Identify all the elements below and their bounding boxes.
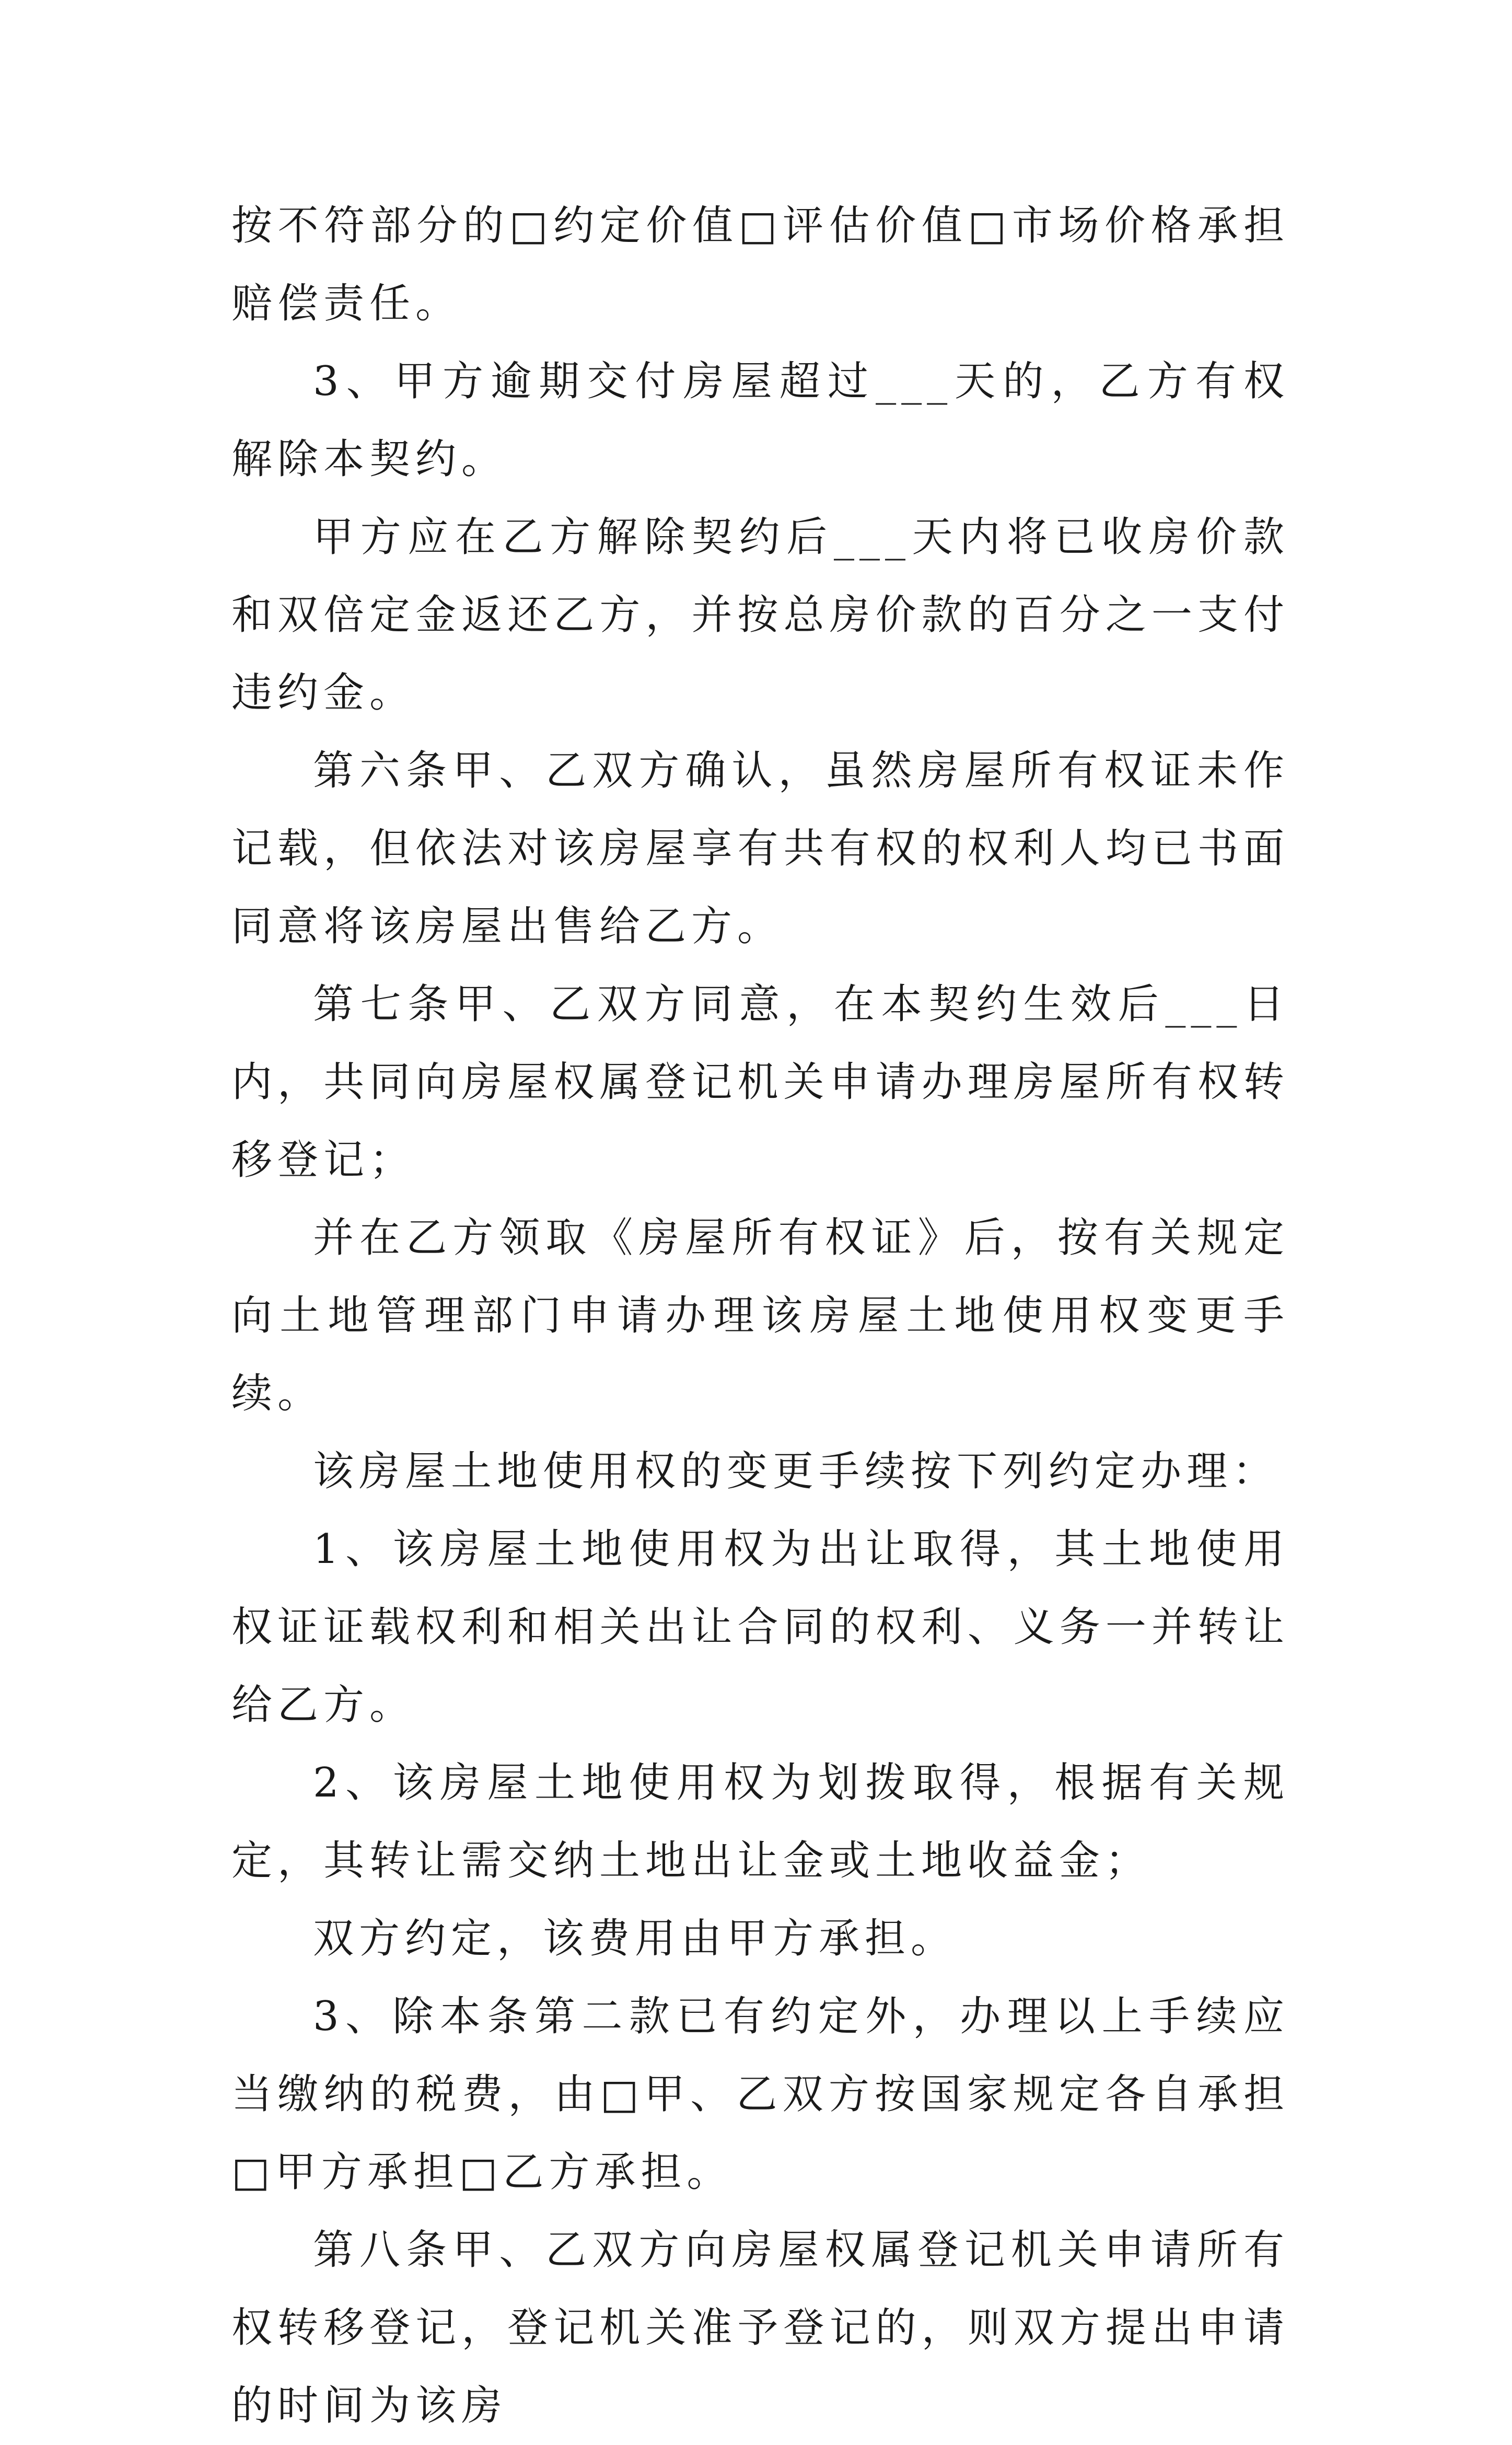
paragraph-article-7: 第七条甲、乙双方同意，在本契约生效后___日内，共同向房屋权属登记机关申请办理房屋所有权转移登记；	[231, 981, 1289, 1184]
paragraph-item-3-taxes: 3、除本条第二款已有约定外，办理以上手续应当缴纳的税费，由□甲、乙双方按国家规定各自承担□甲方承担□乙方承担。	[231, 1993, 1289, 2196]
paragraph-fee-agreement: 双方约定，该费用由甲方承担。	[313, 1915, 957, 1962]
paragraph-compensation-continued: 按不符部分的□约定价值□评估价值□市场价格承担赔偿责任。	[231, 202, 1289, 327]
document-body	[231, 187, 1289, 2445]
paragraph-article-8: 第八条甲、乙双方向房屋权属登记机关申请所有权转移登记，登记机关准予登记的，则双方提出申请的时间为该房	[231, 2227, 1289, 2429]
paragraph-item-1-transfer: 1、该房屋土地使用权为出让取得，其土地使用权证证载权利和相关出让合同的权利、义务一并转让给乙方。	[231, 1526, 1289, 1729]
paragraph-land-use-procedure: 该房屋土地使用权的变更手续按下列约定办理：	[313, 1448, 1279, 1495]
paragraph-refund-penalty: 甲方应在乙方解除契约后___天内将已收房价款和双倍定金返还乙方，并按总房价款的百分之一支付违约金。	[231, 514, 1289, 716]
paragraph-article-6: 第六条甲、乙双方确认，虽然房屋所有权证未作记载，但依法对该房屋享有共有权的权利人均已书面同意将该房屋出售给乙方。	[231, 747, 1289, 950]
paragraph-land-use-change: 并在乙方领取《房屋所有权证》后，按有关规定向土地管理部门申请办理该房屋土地使用权变更手续。	[231, 1214, 1289, 1417]
paragraph-item-2-allocation: 2、该房屋土地使用权为划拨取得，根据有关规定，其转让需交纳土地出让金或土地收益金；	[231, 1759, 1289, 1884]
paragraph-clause-3-termination: 3、甲方逾期交付房屋超过___天的，乙方有权解除本契约。	[231, 358, 1289, 483]
